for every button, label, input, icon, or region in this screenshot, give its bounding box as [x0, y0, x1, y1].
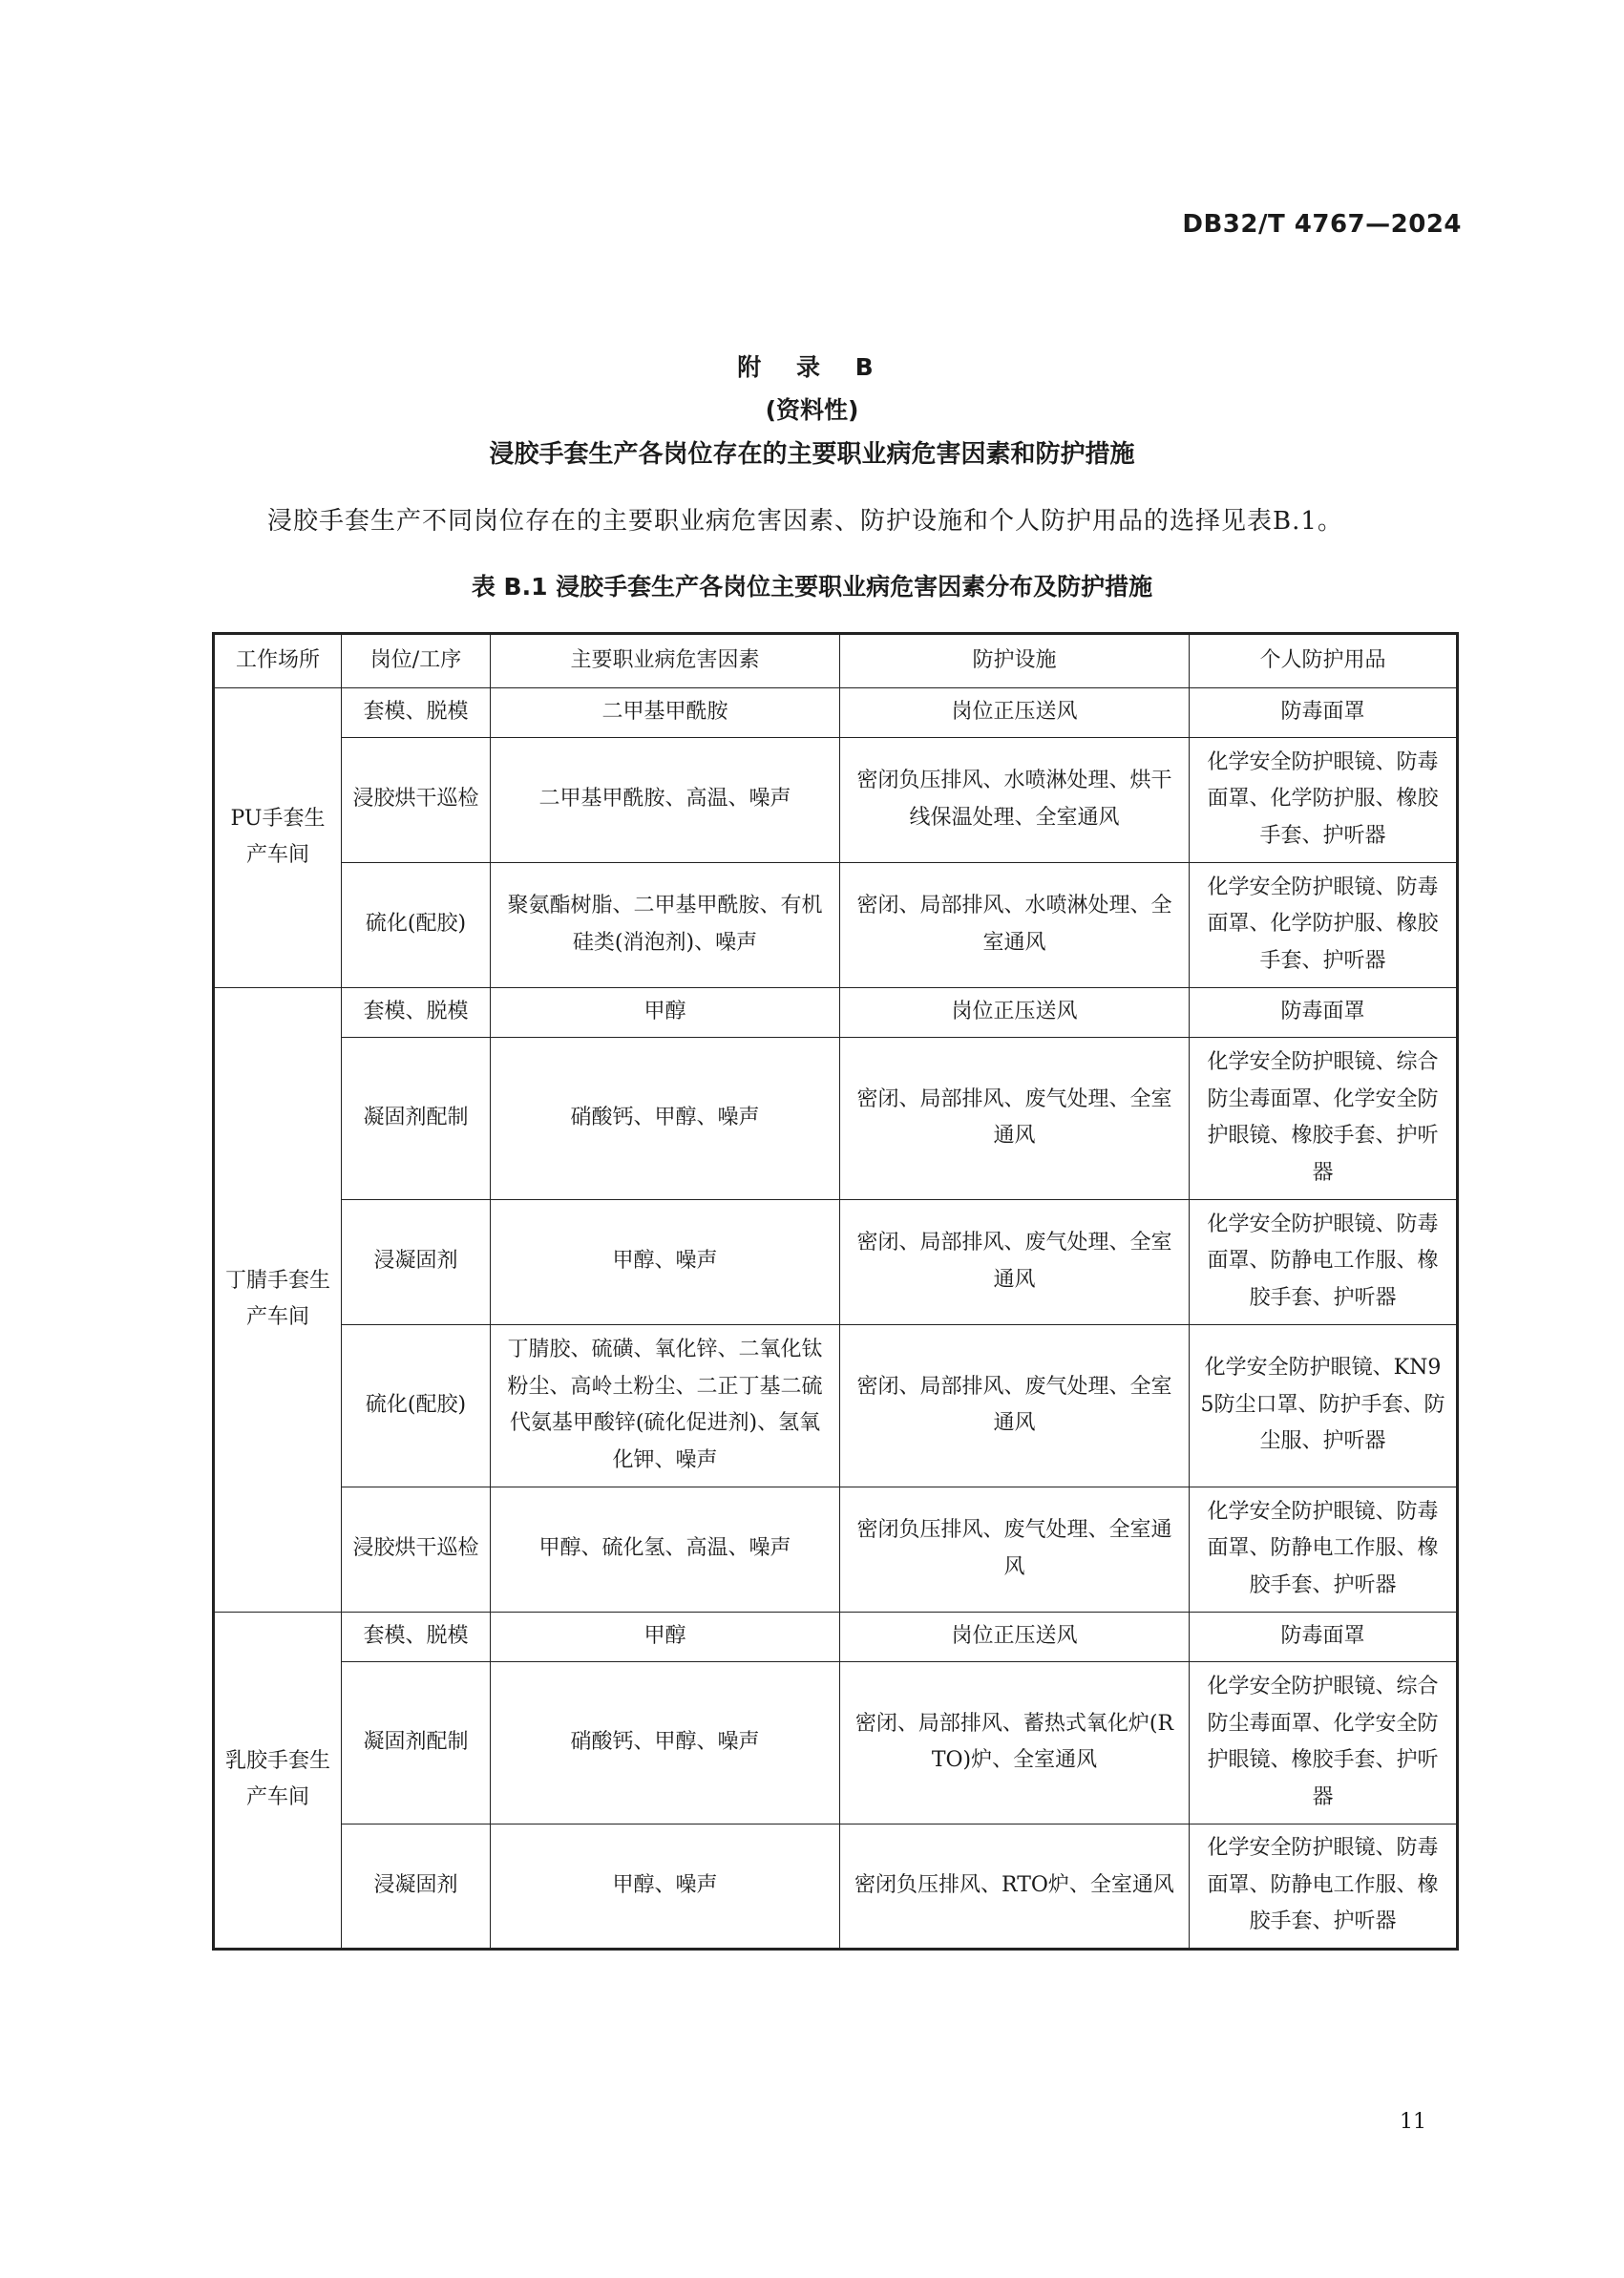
post-cell: 套模、脱模 [342, 687, 491, 737]
table-row [214, 737, 1458, 862]
facilities-cell: 密闭、局部排风、废气处理、全室通风 [840, 1037, 1190, 1199]
hazards-cell: 硝酸钙、甲醇、噪声 [491, 1037, 840, 1199]
page-number: 11 [1400, 2110, 1426, 2134]
post-cell: 凝固剂配制 [342, 1661, 491, 1824]
intro-paragraph: 浸胶手套生产不同岗位存在的主要职业病危害因素、防护设施和个人防护用品的选择见表B.1。 [267, 507, 1343, 536]
table-caption: 表 B.1 浸胶手套生产各岗位主要职业病危害因素分布及防护措施 [471, 573, 1153, 601]
facilities-cell: 密闭、局部排风、水喷淋处理、全室通风 [840, 862, 1190, 987]
post-cell: 浸胶烘干巡检 [342, 737, 491, 862]
appendix-nature: (资料性) [765, 396, 859, 424]
table-row [214, 1612, 1458, 1661]
facilities-cell: 密闭、局部排风、废气处理、全室通风 [840, 1199, 1190, 1324]
table-row [214, 1324, 1458, 1487]
hazards-cell: 硝酸钙、甲醇、噪声 [491, 1661, 840, 1824]
hazard-table [212, 632, 1459, 1951]
facilities-cell: 密闭负压排风、水喷淋处理、烘干线保温处理、全室通风 [840, 737, 1190, 862]
workplace-cell: 丁腈手套生产车间 [214, 987, 342, 1612]
header-facilities: 防护设施 [840, 634, 1190, 688]
facilities-cell: 密闭、局部排风、蓄热式氧化炉(RTO)炉、全室通风 [840, 1661, 1190, 1824]
appendix-heading: 浸胶手套生产各岗位存在的主要职业病危害因素和防护措施 [489, 440, 1135, 469]
facilities-cell: 密闭负压排风、RTO炉、全室通风 [840, 1824, 1190, 1949]
header-post: 岗位/工序 [342, 634, 491, 688]
facilities-cell: 密闭负压排风、废气处理、全室通风 [840, 1487, 1190, 1612]
post-cell: 套模、脱模 [342, 987, 491, 1037]
post-cell: 硫化(配胶) [342, 862, 491, 987]
post-cell: 凝固剂配制 [342, 1037, 491, 1199]
ppe-cell: 防毒面罩 [1190, 987, 1458, 1037]
hazards-cell: 甲醇、硫化氢、高温、噪声 [491, 1487, 840, 1612]
workplace-cell: 乳胶手套生产车间 [214, 1612, 342, 1949]
document-code: DB32/T 4767—2024 [1182, 210, 1462, 239]
header-hazards: 主要职业病危害因素 [491, 634, 840, 688]
facilities-cell: 岗位正压送风 [840, 1612, 1190, 1661]
hazards-cell: 甲醇 [491, 987, 840, 1037]
table-row [214, 1661, 1458, 1824]
post-cell: 套模、脱模 [342, 1612, 491, 1661]
table-row [214, 1199, 1458, 1324]
table-row [214, 987, 1458, 1037]
ppe-cell: 化学安全防护眼镜、防毒面罩、防静电工作服、橡胶手套、护听器 [1190, 1199, 1458, 1324]
hazards-cell: 甲醇 [491, 1612, 840, 1661]
table-row [214, 687, 1458, 737]
hazards-cell: 二甲基甲酰胺、高温、噪声 [491, 737, 840, 862]
table-row [214, 1037, 1458, 1199]
appendix-title: 附 录 B [737, 353, 887, 381]
ppe-cell: 化学安全防护眼镜、防毒面罩、防静电工作服、橡胶手套、护听器 [1190, 1824, 1458, 1949]
hazards-cell: 二甲基甲酰胺 [491, 687, 840, 737]
table-header-row [214, 634, 1458, 688]
ppe-cell: 化学安全防护眼镜、防毒面罩、化学防护服、橡胶手套、护听器 [1190, 862, 1458, 987]
ppe-cell: 化学安全防护眼镜、综合防尘毒面罩、化学安全防护眼镜、橡胶手套、护听器 [1190, 1661, 1458, 1824]
ppe-cell: 化学安全防护眼镜、防毒面罩、化学防护服、橡胶手套、护听器 [1190, 737, 1458, 862]
post-cell: 浸凝固剂 [342, 1199, 491, 1324]
table-row [214, 1824, 1458, 1949]
hazards-cell: 甲醇、噪声 [491, 1824, 840, 1949]
table-row [214, 862, 1458, 987]
ppe-cell: 防毒面罩 [1190, 687, 1458, 737]
header-workplace: 工作场所 [214, 634, 342, 688]
post-cell: 浸凝固剂 [342, 1824, 491, 1949]
ppe-cell: 化学安全防护眼镜、防毒面罩、防静电工作服、橡胶手套、护听器 [1190, 1487, 1458, 1612]
ppe-cell: 防毒面罩 [1190, 1612, 1458, 1661]
table-row [214, 1487, 1458, 1612]
hazards-cell: 丁腈胶、硫磺、氧化锌、二氧化钛粉尘、高岭土粉尘、二正丁基二硫代氨基甲酸锌(硫化促进剂)、氢氧化钾、噪声 [491, 1324, 840, 1487]
hazards-cell: 甲醇、噪声 [491, 1199, 840, 1324]
workplace-cell: PU手套生产车间 [214, 687, 342, 987]
hazards-cell: 聚氨酯树脂、二甲基甲酰胺、有机硅类(消泡剂)、噪声 [491, 862, 840, 987]
header-ppe: 个人防护用品 [1190, 634, 1458, 688]
post-cell: 浸胶烘干巡检 [342, 1487, 491, 1612]
post-cell: 硫化(配胶) [342, 1324, 491, 1487]
ppe-cell: 化学安全防护眼镜、KN95防尘口罩、防护手套、防尘服、护听器 [1190, 1324, 1458, 1487]
facilities-cell: 岗位正压送风 [840, 987, 1190, 1037]
facilities-cell: 密闭、局部排风、废气处理、全室通风 [840, 1324, 1190, 1487]
ppe-cell: 化学安全防护眼镜、综合防尘毒面罩、化学安全防护眼镜、橡胶手套、护听器 [1190, 1037, 1458, 1199]
facilities-cell: 岗位正压送风 [840, 687, 1190, 737]
